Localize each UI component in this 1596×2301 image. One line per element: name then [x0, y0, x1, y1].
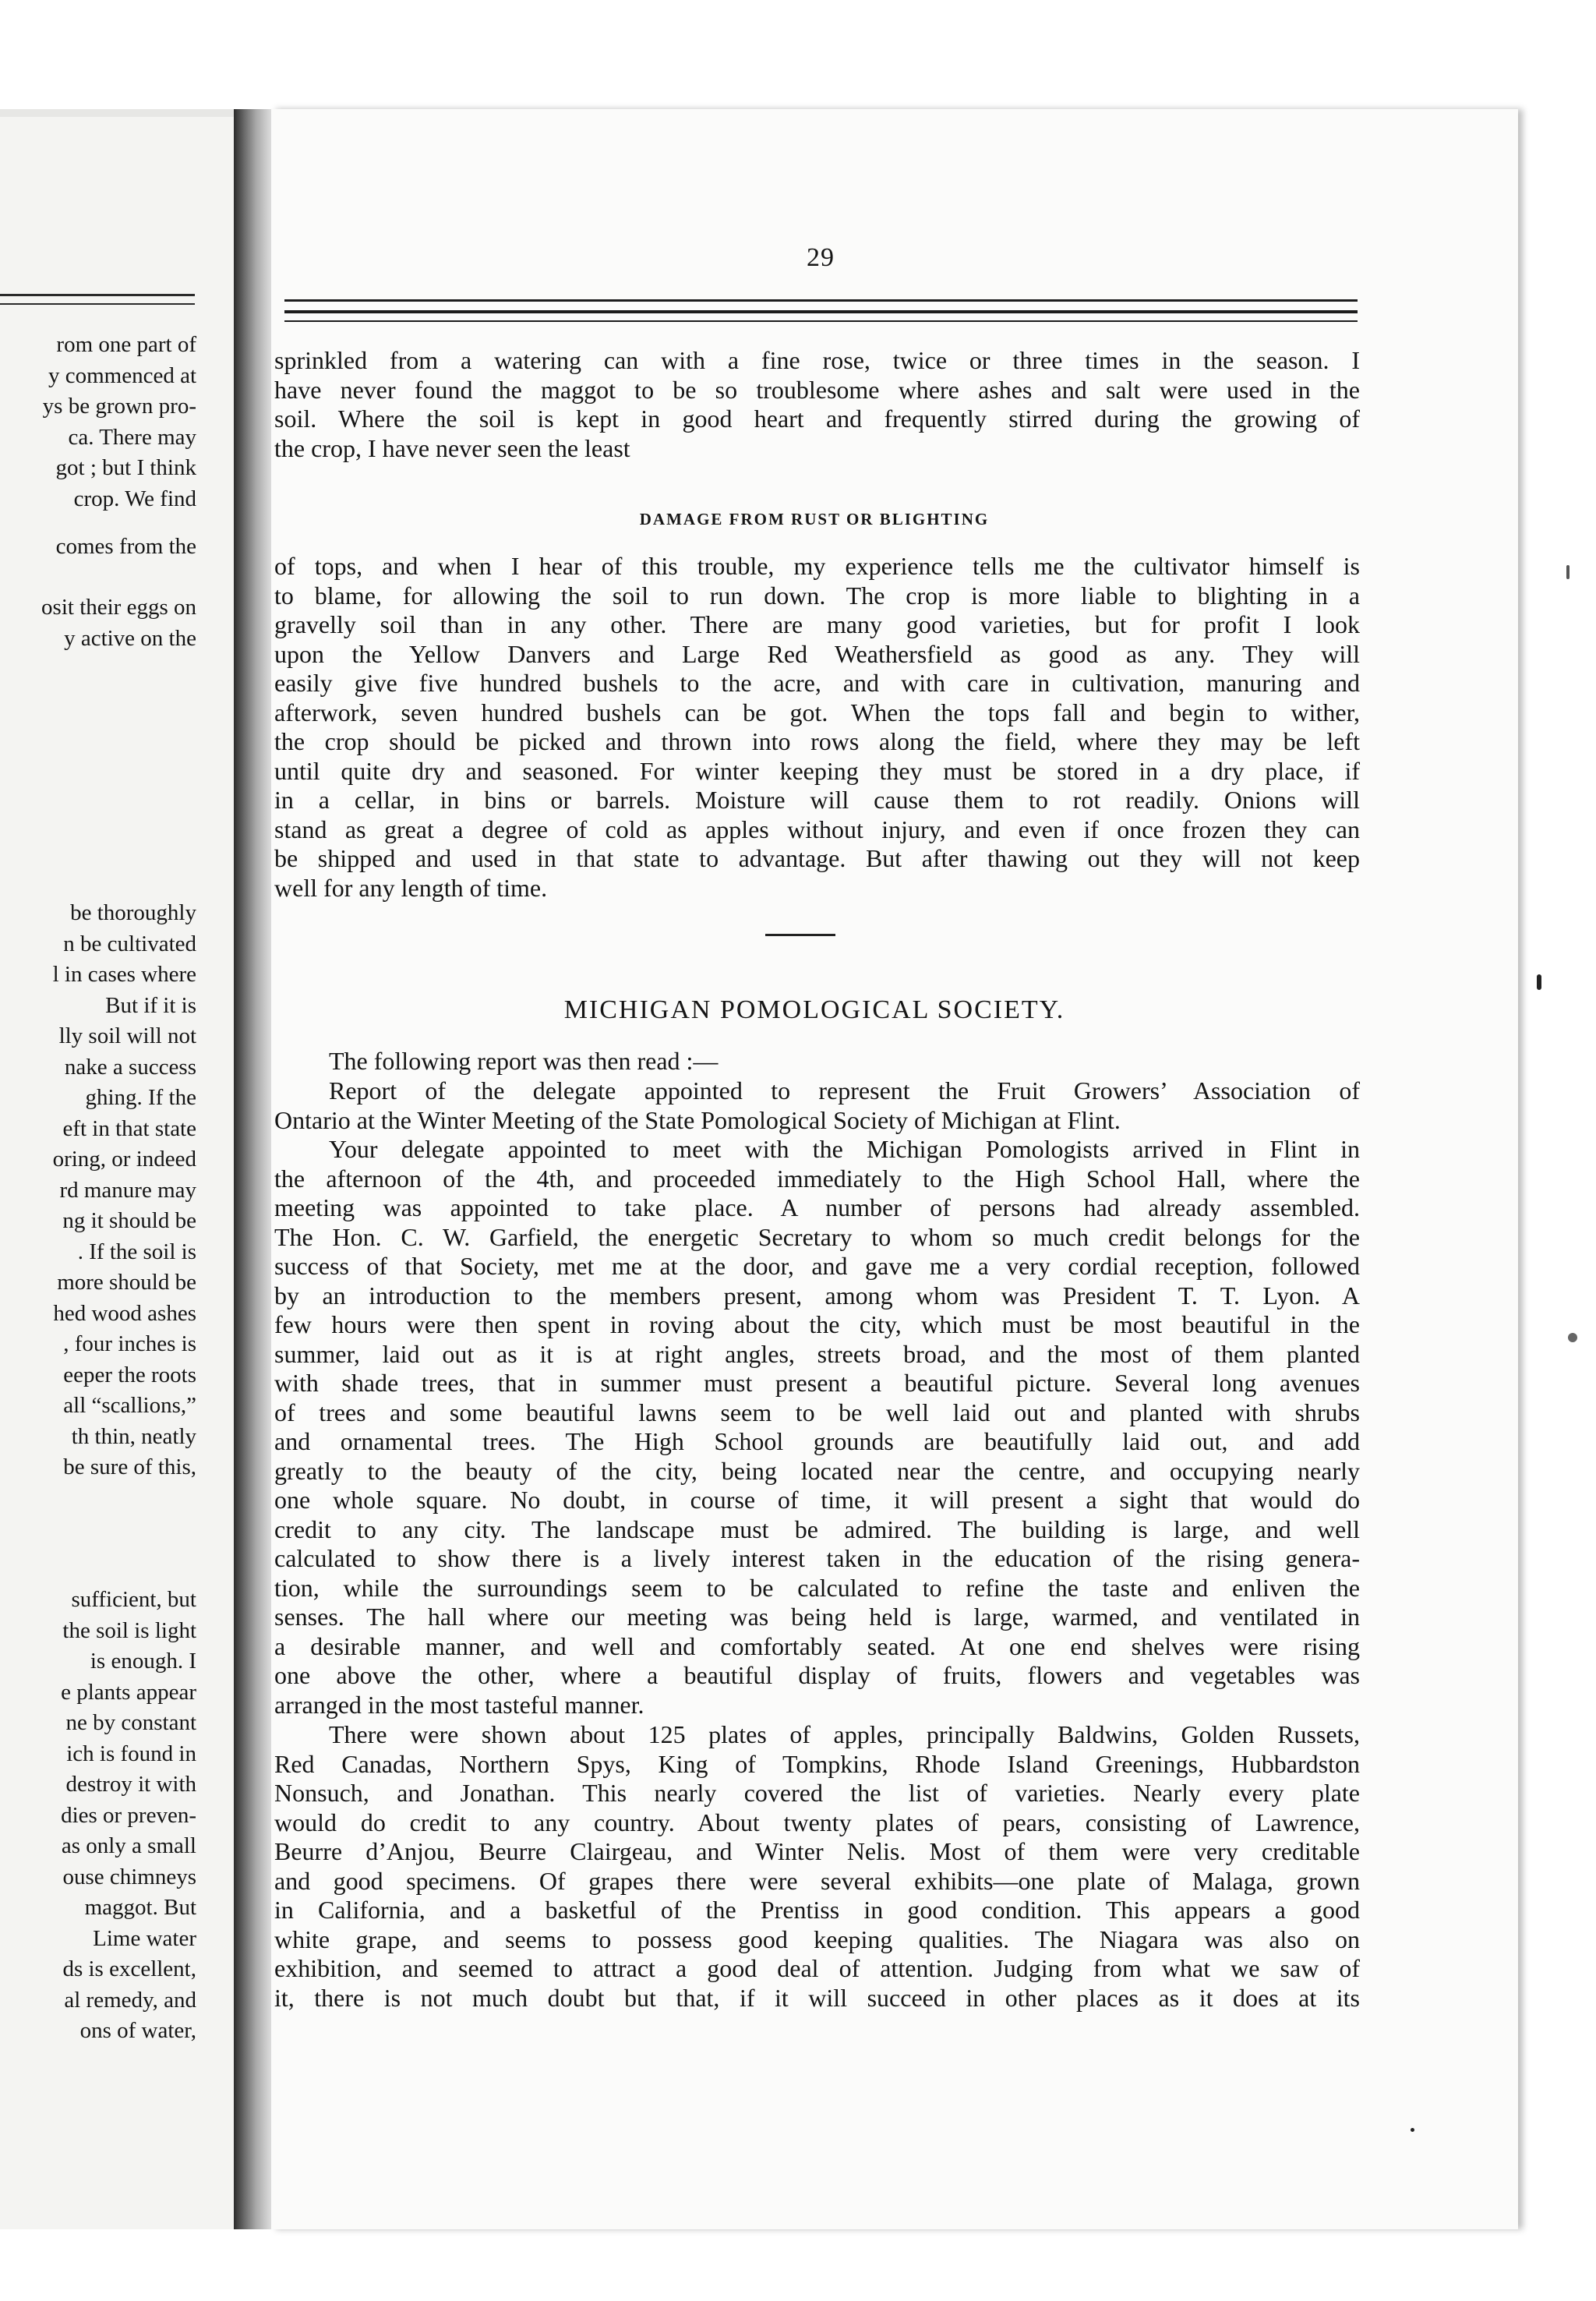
left-text-block-2: [56, 532, 196, 563]
text-line: well for any length of time.: [274, 873, 548, 902]
text-line: and ornamental trees. The High School grounds are beautifully laid out, and add: [274, 1427, 1360, 1455]
paragraph-continued: [274, 346, 1360, 463]
text-line: one whole square. No doubt, in course of time, it will present a sight that would do: [274, 1486, 1360, 1514]
text-line: soil. Where the soil is kept in good heart and frequently stirred during the growing of: [274, 405, 1360, 433]
left-text-line: e plants appear: [61, 1679, 196, 1705]
text-line: be shipped and used in that state to advantage. But after thawing out they will not keep: [274, 844, 1360, 872]
scan-speck: [1568, 1333, 1577, 1342]
left-text-line: lly soil will not: [58, 1023, 196, 1048]
left-text-line: , four inches is: [63, 1331, 196, 1356]
left-text-line: al remedy, and: [64, 1987, 196, 2013]
text-line: of trees and some beautiful lawns seem to be well laid out and planted with shrubs: [274, 1398, 1360, 1426]
left-facing-page: [0, 109, 234, 2229]
text-line: with shade trees, that in summer must present a beautiful picture. Several long avenues: [274, 1369, 1360, 1397]
left-text-line: as only a small: [61, 1833, 196, 1858]
text-line: Nonsuch, and Jonathan. This nearly covered the list of varieties. Nearly every plate: [274, 1779, 1360, 1807]
left-text-line: got ; but I think: [55, 455, 196, 480]
left-text-block-5: [61, 1585, 196, 2047]
scan-speck: [1411, 2128, 1414, 2132]
text-line: Report of the delegate appointed to represent the Fruit Growers’ Association of: [329, 1076, 1360, 1105]
left-text-line: more should be: [57, 1270, 196, 1295]
text-line: Beurre d’Anjou, Beurre Clairgeau, and Winter Nelis. Most of them were very creditable: [274, 1837, 1360, 1865]
left-text-line: ne by constant: [65, 1710, 196, 1735]
text-line: The following report was then read :—: [329, 1047, 719, 1075]
page-number: 29: [807, 243, 835, 272]
paragraph-fruit-display: [274, 1720, 1360, 2013]
text-line: until quite dry and seasoned. For winter keeping they must be stored in a dry place, if: [274, 756, 1360, 785]
scan-speck: [1537, 974, 1541, 990]
paragraph-rust-blighting: [274, 552, 1360, 903]
paragraph-delegate-report: [274, 1135, 1360, 1720]
text-line: and good specimens. Of grapes there were several exhibits—one plate of Malaga, grown: [274, 1866, 1360, 1895]
left-text-line: ds is excellent,: [62, 1956, 196, 1981]
left-text-line: But if it is: [105, 992, 196, 1018]
text-line: few hours were then spent in roving about the city, which must be most beautiful in the: [274, 1310, 1360, 1338]
page-top-edge: [0, 109, 271, 117]
left-text-line: ca. There may: [68, 424, 196, 450]
text-line: one above the other, where a beautiful display of fruits, flowers and vegetables was: [274, 1661, 1360, 1689]
header-rule: [284, 320, 1358, 322]
left-text-line: be sure of this,: [63, 1454, 196, 1479]
text-line: it, there is not much doubt but that, if it will succeed in other places as it does at its: [274, 1983, 1360, 2012]
text-line: the crop, I have never seen the least: [274, 433, 630, 462]
left-text-line: . If the soil is: [77, 1239, 196, 1264]
left-text-line: l in cases where: [52, 962, 196, 987]
left-text-line: destroy it with: [65, 1772, 196, 1797]
left-text-line: crop. We find: [73, 486, 196, 511]
paragraph-report-title: [274, 1076, 1360, 1135]
header-rule: [284, 310, 1358, 313]
left-text-line: the soil is light: [62, 1617, 196, 1643]
text-line: greatly to the beauty of the city, being located near the centre, and occupying nearly: [274, 1456, 1360, 1485]
left-header-rule: [0, 294, 195, 296]
left-text-line: eeper the roots: [63, 1362, 196, 1387]
subheading: DAMAGE FROM RUST OR BLIGHTING: [639, 510, 990, 528]
left-text-line: comes from the: [55, 534, 196, 559]
text-line: calculated to show there is a lively interest taken in the education of the rising genera-: [274, 1544, 1360, 1572]
text-line: white grape, and seems to possess good keeping qualities. The Niagara was also on: [274, 1925, 1360, 1953]
text-line: stand as great a degree of cold as apples without injury, and even if once frozen they can: [274, 815, 1360, 843]
book-spine-gutter: [234, 109, 271, 2229]
left-text-line: is enough. I: [90, 1649, 196, 1674]
left-text-line: ng it should be: [62, 1208, 196, 1233]
text-line: to blame, for allowing the soil to run down. The crop is more liable to blighting in a: [274, 581, 1360, 610]
left-text-line: th thin, neatly: [71, 1423, 196, 1449]
text-line: meeting was appointed to take place. A number of persons had already assembled.: [274, 1193, 1360, 1221]
scan-speck: [1566, 565, 1570, 579]
left-text-block-4: [53, 898, 196, 1483]
left-text-line: dies or preven-: [61, 1802, 196, 1828]
left-text-line: ouse chimneys: [62, 1864, 196, 1889]
text-line: summer, laid out as it is at right angles, streets broad, and the most of them planted: [274, 1339, 1360, 1368]
text-line: Red Canadas, Northern Spys, King of Tompkins, Rhode Island Greenings, Hubbardston: [274, 1749, 1360, 1778]
text-line: Ontario at the Winter Meeting of the State Pomological Society of Michigan at Flint.: [274, 1105, 1121, 1134]
header-rule: [284, 299, 1358, 302]
text-line: arranged in the most tasteful manner.: [274, 1690, 644, 1719]
left-text-line: all “scallions,”: [63, 1393, 196, 1418]
text-line: exhibition, and seemed to attract a good deal of attention. Judging from what we saw of: [274, 1954, 1360, 1982]
left-text-line: hed wood ashes: [53, 1300, 196, 1326]
left-text-line: sufficient, but: [71, 1587, 196, 1612]
text-line: the afternoon of the 4th, and proceeded immediately to the High School Hall, where the: [274, 1164, 1360, 1193]
text-line: afterwork, seven hundred bushels can be got. When the tops fall and begin to wither,: [274, 698, 1360, 726]
text-line: credit to any city. The landscape must be admired. The building is large, and well: [274, 1515, 1360, 1543]
text-line: the crop should be picked and thrown into rows along the field, where they may be left: [274, 727, 1360, 755]
text-line: a desirable manner, and well and comfortably seated. At one end shelves were rising: [274, 1631, 1360, 1660]
left-text-block-1: [43, 330, 196, 514]
left-text-line: be thoroughly: [70, 900, 196, 925]
left-text-line: Lime water: [93, 1925, 196, 1951]
section-divider: [765, 934, 835, 936]
text-line: The Hon. C. W. Garfield, the energetic Secretary to whom so much credit belongs for the: [274, 1222, 1360, 1251]
left-text-line: nake a success: [64, 1054, 196, 1080]
left-text-line: rom one part of: [56, 332, 196, 357]
text-line: by an introduction to the members present, among whom was President T. T. Lyon. A: [274, 1281, 1360, 1310]
text-line: of tops, and when I hear of this trouble, my experience tells me the cultivator himself is: [274, 552, 1360, 580]
left-text-line: maggot. But: [84, 1895, 196, 1920]
text-line: in a cellar, in bins or barrels. Moisture will cause them to rot readily. Onions will: [274, 786, 1360, 814]
left-text-line: ons of water,: [79, 2018, 196, 2043]
text-line: gravelly soil than in any other. There are many good varieties, but for profit I look: [274, 610, 1360, 638]
left-text-line: n be cultivated: [63, 931, 196, 956]
left-text-line: eft in that state: [62, 1115, 196, 1141]
text-line: have never found the maggot to be so troublesome where ashes and salt were used in the: [274, 375, 1360, 404]
left-text-line: osit their eggs on: [41, 595, 196, 620]
text-line: easily give five hundred bushels to the acre, and with care in cultivation, manuring and: [274, 669, 1360, 697]
text-line: upon the Yellow Danvers and Large Red Weathersfield as good as any. They will: [274, 639, 1360, 668]
left-text-line: oring, or indeed: [52, 1147, 196, 1172]
text-line: Your delegate appointed to meet with the Michigan Pomologists arrived in Flint in: [329, 1135, 1360, 1163]
text-line: tion, while the surroundings seem to be calculated to refine the taste and enliven the: [274, 1573, 1360, 1602]
text-line: in California, and a basketful of the Prentiss in good condition. This appears a good: [274, 1896, 1360, 1924]
text-line: There were shown about 125 plates of apples, principally Baldwins, Golden Russets,: [329, 1720, 1360, 1748]
left-text-line: ys be grown pro-: [42, 394, 196, 419]
section-title: MICHIGAN POMOLOGICAL SOCIETY.: [563, 995, 1065, 1024]
paragraph-intro: [274, 1047, 1360, 1076]
left-text-line: ghing. If the: [85, 1085, 196, 1110]
text-line: success of that Society, met me at the door, and gave me a very cordial reception, followed: [274, 1252, 1360, 1280]
text-line: would do credit to any country. About twenty plates of pears, consisting of Lawrence,: [274, 1808, 1360, 1836]
left-text-line: rd manure may: [59, 1177, 196, 1203]
text-line: sprinkled from a watering can with a fine rose, twice or three times in the season. I: [274, 346, 1360, 374]
left-text-line: y commenced at: [48, 362, 196, 388]
left-text-line: y active on the: [64, 625, 196, 651]
text-line: senses. The hall where our meeting was being held is large, warmed, and ventilated in: [274, 1603, 1360, 1631]
left-text-block-3: [41, 592, 196, 654]
left-text-line: ich is found in: [66, 1741, 196, 1766]
left-header-rule: [0, 303, 195, 305]
